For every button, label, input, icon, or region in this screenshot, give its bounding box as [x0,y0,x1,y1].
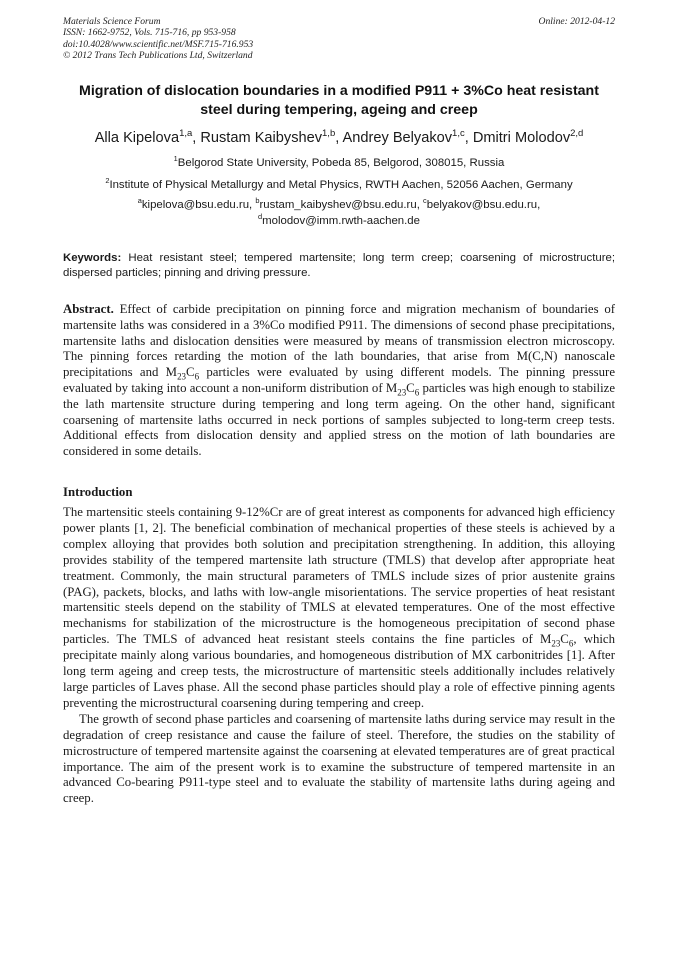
email-sup: b [255,196,260,206]
affiliation-text: Institute of Physical Metallurgy and Metal Physics, RWTH Aachen, 52056 Aachen, Germany [109,179,573,191]
affiliation-num: 2 [105,176,110,186]
email-link[interactable]: molodov@imm.rwth-aachen.de [262,214,420,227]
abstract-label: Abstract. [63,302,114,316]
keywords [63,251,615,280]
subscript: 6 [194,371,200,382]
email-sup: c [423,196,427,206]
email-sup: d [258,211,263,221]
subscript: 6 [414,387,420,398]
affiliation-num: 1 [173,154,178,164]
subscript: 23 [551,638,561,649]
keywords-text: Heat resistant steel; tempered martensite; long term creep; coarsening of microstructure; dispersed particles; pinning and driving pressure. [63,252,615,279]
intro-text: The martensitic steels containing 9-12%Cr are of great interest as components for advanced high efficiency power plants [1, 2]. The beneficial combination of mechanical properties of these steels is achieved by a complex alloying that provides both solution and precipitation strengthening. In addition, this alloying provides stability of the tempered martensite lath structure (TMLS) that develop after appropriate heat treatment. Commonly, the main structural parameters of TMLS include sizes of prior austenite grains (PAG), packets, blocks, and laths with low-angle misorientations. The service properties of heat resistant martensitic steels depend on the stability of TMLS at elevated temperatures. One of the most effective mechanisms for stabilization of the microstructure is the homogeneous precipitation of second phase particles. The TMLS of advanced heat resistant steels contains the fine particles of M [63,505,615,647]
abstract-text: particles were evaluated by using different models. The pinning pressure evaluated by taking into account a non-uniform distribution of M [63,365,616,395]
intro-text: C [560,632,569,647]
author-name: Rustam Kaibyshev [200,130,323,146]
author-sep: , [192,130,201,146]
author-sep: , [464,130,473,146]
affiliation-2 [40,178,638,192]
author-name: Andrey Belyakov [342,130,453,146]
email-sup: a [137,196,142,206]
issn-line: ISSN: 1662-9752, Vols. 715-716, pp 953-958 [63,27,236,39]
subscript: 23 [177,371,187,382]
subscript: 6 [568,638,574,649]
email-list [40,198,638,229]
abstract-text: Effect of carbide precipitation on pinning force and migration mechanism of boundaries of martensite laths was considered in a 3%Co modified P911. The dimensions of second phase precipitations, martensite laths and dislocation densities were measured by means of transmission electron microscopy. The pinning forces retarding the motion of the lath boundaries, that arise from M(C,N) nanoscale precipitations and M [63,302,615,380]
section-heading-introduction: Introduction [63,485,133,499]
author-sup: 1,b [322,128,336,140]
intro-paragraph-2: The growth of second phase particles and coarsening of martensite laths during service may result in the degradation of creep resistance and cause the failure of steel. Therefore, the studies on the stability of microstructure of tempered martensite against the coarsening at elevated temperatures are of great practical importance. The aim of the present work is to examine the substructure of tempered martensite in an advanced Co-bearing P911-type steel and to evaluate the stability of martensite laths during ageing and creep. [63,711,615,806]
copyright-line: © 2012 Trans Tech Publications Ltd, Switzerland [63,49,253,61]
author-sup: 1,a [179,128,193,140]
doi-line[interactable]: doi:10.4028/www.scientific.net/MSF.715-716.953 [63,38,254,50]
email-link[interactable]: kipelova@bsu.edu.ru, [141,199,256,211]
abstract-text: C [186,365,195,380]
intro-text: , which precipitate mainly along various boundaries, and homogeneous distribution of MX carbonitrides [1]. After long term ageing and creep tests, the microstructure of martensitic steels additionally includes relatively large particles of Laves phase. All the second phase particles should play a role of effective pinning agents preventing the microstructural coarsening during tempering and creep. [63,632,615,710]
author-sup: 2,d [570,128,584,140]
abstract-text: particles was high enough to stabilize the lath martensite structure during tempering and long term ageing. On the other hand, significant coarsening of martensite laths occurred in neck portions of samples subjected to long-term creep tests. Additional effects from dislocation density and applied stress on the motion of lath boundaries are considered in some details. [63,380,615,459]
abstract [63,302,615,460]
subscript: 23 [397,387,407,398]
author-sup: 1,c [452,128,465,140]
author-name: Dmitri Molodov [472,130,571,146]
introduction-body [63,505,615,807]
email-link[interactable]: belyakov@bsu.edu.ru, [426,199,541,211]
online-date: Online: 2012-04-12 [538,16,615,27]
intro-paragraph-1 [63,505,615,712]
journal-name: Materials Science Forum [63,16,161,27]
abstract-text: C [406,380,415,395]
author-name: Alla Kipelova [94,130,180,146]
affiliation-text: Belgorod State University, Pobeda 85, Belgorod, 308015, Russia [177,157,505,169]
email-link[interactable]: rustam_kaibyshev@bsu.edu.ru, [259,199,424,211]
author-sep: , [335,130,343,146]
paper-title: Migration of dislocation boundaries in a modified P911 + 3%Co heat resistant steel during tempering, ageing and creep [79,83,599,118]
author-list [40,128,638,148]
journal-header [63,16,253,61]
keywords-label: Keywords: [63,252,122,264]
affiliation-1 [40,156,638,170]
